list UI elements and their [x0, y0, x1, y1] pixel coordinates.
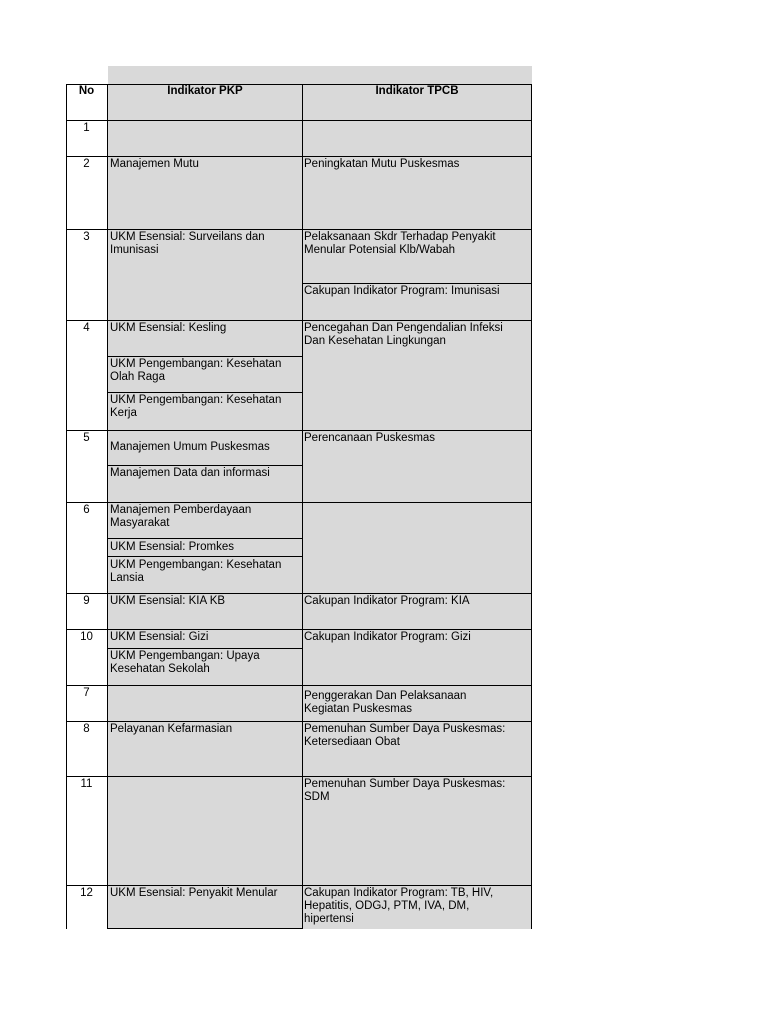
tpcb-cell: Cakupan Indikator Program: Imunisasi: [304, 285, 500, 297]
tpcb-cell: Pemenuhan Sumber Daya Puskesmas:: [304, 723, 506, 735]
pkp-cell: UKM Pengembangan: Kesehatan: [110, 394, 282, 406]
pkp-cell: Masyarakat: [110, 517, 170, 529]
tpcb-cell: Peningkatan Mutu Puskesmas: [304, 158, 460, 170]
tpcb-cell: Penggerakan Dan Pelaksanaan: [304, 690, 467, 702]
pkp-cell: Pelayanan Kefarmasian: [110, 723, 233, 735]
pkp-cell: Manajemen Data dan informasi: [110, 467, 270, 479]
pkp-cell: Olah Raga: [110, 371, 165, 383]
pkp-cell: UKM Pengembangan: Kesehatan: [110, 559, 282, 571]
pkp-cell: UKM Pengembangan: Kesehatan: [110, 358, 282, 370]
row-no: 2: [83, 158, 90, 170]
pkp-cell: UKM Esensial: Penyakit Menular: [110, 887, 278, 899]
tpcb-cell: Cakupan Indikator Program: TB, HIV,: [304, 887, 494, 899]
pkp-cell: UKM Pengembangan: Upaya: [110, 650, 260, 662]
pkp-cell: Manajemen Mutu: [110, 158, 199, 170]
tpcb-cell: Dan Kesehatan Lingkungan: [304, 335, 446, 347]
pkp-cell: Kerja: [110, 407, 137, 419]
pkp-cell: Manajemen Umum Puskesmas: [110, 441, 270, 453]
row-no: 3: [83, 231, 90, 243]
tpcb-cell: Kegiatan Puskesmas: [304, 703, 413, 715]
pkp-cell: Kesehatan Sekolah: [110, 663, 210, 675]
row-no: 9: [83, 595, 90, 607]
row-no: 4: [83, 322, 90, 334]
pkp-cell: UKM Esensial: KIA KB: [110, 595, 226, 607]
tpcb-cell: hipertensi: [304, 913, 354, 925]
header-indikator-pkp: Indikator PKP: [167, 85, 243, 97]
header-no: No: [78, 85, 95, 97]
pkp-cell: UKM Esensial: Kesling: [110, 322, 227, 334]
row-no: 11: [80, 778, 93, 790]
row-no: 8: [83, 723, 90, 735]
tpcb-cell: Pemenuhan Sumber Daya Puskesmas:: [304, 778, 506, 790]
tpcb-cell: Cakupan Indikator Program: KIA: [304, 595, 470, 607]
pkp-cell: Lansia: [110, 572, 144, 584]
row-no: 6: [83, 504, 90, 516]
tpcb-cell: SDM: [304, 791, 330, 803]
row-no: 10: [80, 631, 93, 643]
pkp-cell: UKM Esensial: Gizi: [110, 631, 209, 643]
pkp-cell: Manajemen Pemberdayaan: [110, 504, 252, 516]
row-no: 5: [83, 432, 90, 444]
row-no: 7: [83, 687, 90, 699]
tpcb-cell: Cakupan Indikator Program: Gizi: [304, 631, 471, 643]
row-no: 1: [83, 122, 90, 134]
row-no: 12: [80, 887, 93, 899]
tpcb-cell: Pencegahan Dan Pengendalian Infeksi: [304, 322, 503, 334]
bottom-gap: [108, 929, 302, 939]
header-indikator-tpcb: Indikator TPCB: [375, 85, 459, 97]
tpcb-cell: Ketersediaan Obat: [304, 736, 400, 748]
pkp-cell: Imunisasi: [110, 244, 159, 256]
tpcb-cell: Perencanaan Puskesmas: [304, 432, 436, 444]
tpcb-cell: Menular Potensial Klb/Wabah: [304, 244, 456, 256]
pkp-cell: UKM Esensial: Promkes: [110, 541, 234, 553]
tpcb-cell: Pelaksanaan Skdr Terhadap Penyakit: [304, 231, 496, 243]
pkp-cell: UKM Esensial: Surveilans dan: [110, 231, 265, 243]
tpcb-cell: Hepatitis, ODGJ, PTM, IVA, DM,: [304, 900, 470, 912]
